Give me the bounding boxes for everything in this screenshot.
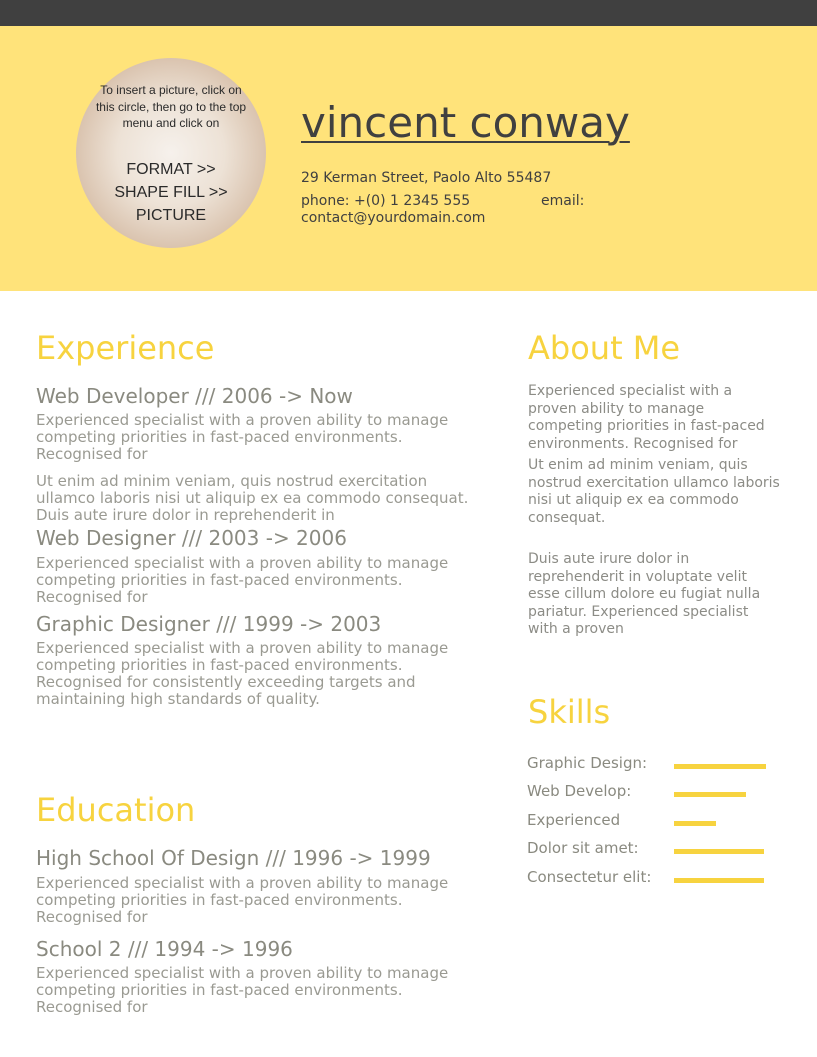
photo-instructions — [86, 158, 256, 227]
job-title: Web Developer /// 2006 -> Now — [36, 384, 353, 408]
job-description-extra: Ut enim ad minim veniam, quis nostrud exercitation ullamco laboris nisi ut aliquip ex ea commodo consequat. Duis aute irure dolor in reprehenderit in — [36, 472, 469, 524]
photo-hint: To insert a picture, click on this circle, then go to the top menu and click on — [95, 83, 247, 130]
skill-bar — [674, 849, 766, 854]
job-description: Experienced specialist with a proven ability to manage competing priorities in fast-paced environments. Recognised for consistently exceeding targets and maintaining high standards of quality. — [36, 639, 449, 708]
about-paragraph: Duis aute irure dolor in reprehenderit in voluptate velit esse cillum dolore eu fugiat nulla pariatur. Experienced specialist with a proven — [528, 551, 761, 638]
skill-label: Experienced — [527, 811, 621, 829]
candidate-name: vincent conway — [301, 98, 630, 147]
about-heading: About Me — [528, 329, 681, 367]
email: contact@yourdomain.com — [301, 210, 486, 226]
photo-instruction-picture: PICTURE — [135, 207, 207, 224]
skill-bar — [674, 878, 766, 883]
education-title: School 2 /// 1994 -> 1996 — [36, 937, 293, 961]
education-description: Experienced specialist with a proven ability to manage competing priorities in fast-paced environments. Recognised for — [36, 874, 449, 926]
skill-label: Web Develop: — [527, 782, 632, 800]
skill-bar-fill — [674, 764, 766, 769]
education-title: High School Of Design /// 1996 -> 1999 — [36, 846, 431, 870]
address: 29 Kerman Street, Paolo Alto 55487 — [301, 170, 552, 186]
skill-bar — [674, 792, 766, 797]
education-description: Experienced specialist with a proven ability to manage competing priorities in fast-paced environments. Recognised for — [36, 964, 449, 1016]
education-heading: Education — [36, 791, 196, 829]
skill-bar-fill — [674, 792, 746, 797]
job-description: Experienced specialist with a proven ability to manage competing priorities in fast-paced environments. Recognised for — [36, 554, 449, 606]
skill-label: Consectetur elit: — [527, 868, 652, 886]
photo-placeholder[interactable] — [76, 58, 266, 248]
about-paragraph: Ut enim ad minim veniam, quis nostrud exercitation ullamco laboris nisi ut aliquip ex ea commodo consequat. — [528, 457, 780, 526]
skill-bar — [674, 764, 766, 769]
skill-bar-fill — [674, 821, 716, 826]
experience-heading: Experience — [36, 329, 215, 367]
skill-label: Dolor sit amet: — [527, 839, 639, 857]
job-description: Experienced specialist with a proven ability to manage competing priorities in fast-paced environments. Recognised for — [36, 411, 449, 463]
skill-bar-fill — [674, 878, 764, 883]
phone: phone: +(0) 1 2345 555 — [301, 193, 471, 209]
job-title: Web Designer /// 2003 -> 2006 — [36, 526, 347, 550]
photo-instruction-format: FORMAT >> — [126, 161, 216, 178]
skill-label: Graphic Design: — [527, 754, 648, 772]
skill-bar-fill — [674, 849, 764, 854]
job-title: Graphic Designer /// 1999 -> 2003 — [36, 612, 382, 636]
skill-bar — [674, 821, 766, 826]
top-bar — [0, 0, 817, 26]
skills-heading: Skills — [528, 693, 611, 731]
about-paragraph: Experienced specialist with a proven ability to manage competing priorities in fast-paced environments. Recognised for — [528, 383, 765, 452]
photo-instruction-shape-fill: SHAPE FILL >> — [114, 184, 228, 201]
email-label: email: — [541, 193, 585, 209]
